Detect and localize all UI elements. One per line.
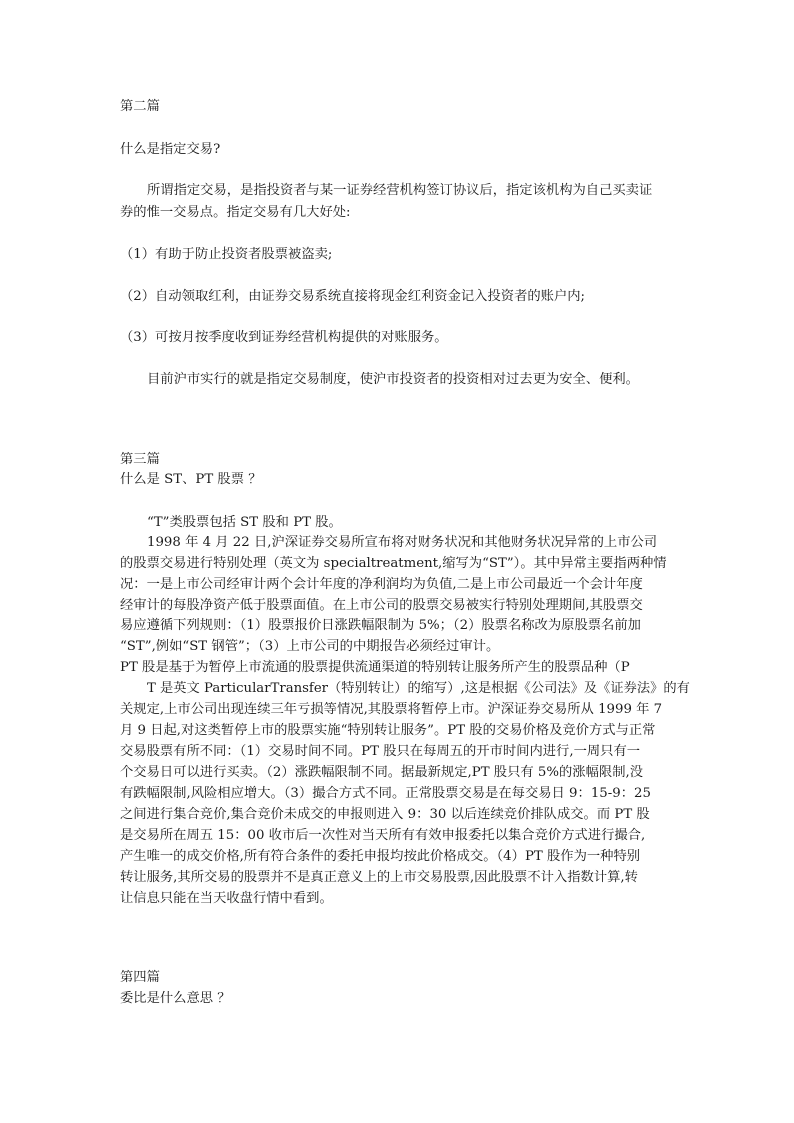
section3-line: 1998 年 4 月 22 日,沪深证券交易所宣布将对财务状况和其他财务状况异常的上市公司 — [147, 535, 658, 550]
section3-line: T 是英文 ParticularTransfer（特别转让）的缩写）,这是根据《公司法》及《证券法》的有 — [147, 681, 690, 696]
section3-line: 转让服务,其所交易的股票并不是真正意义上的上市交易股票,因此股票不计入指数计算,转 — [120, 870, 638, 885]
section3-line: “ST”,例如“ST 钢管”；（3）上市公司的中期报告必须经过审计。 — [120, 639, 500, 654]
section3-line: 经审计的每股净资产低于股票面值。在上市公司的股票交易被实行特别处理期间,其股票交 — [120, 598, 643, 613]
section3-line: 交易股票有所不同：（1）交易时间不同。PT 股只在每周五的开市时间内进行,一周只有一 — [120, 744, 641, 759]
section4-question: 委比是什么意思 ？ — [120, 991, 231, 1006]
section3-line: 况：一是上市公司经审计两个会计年度的净利润均为负值,二是上市公司最近一个会计年度 — [120, 577, 643, 592]
section2-paragraph-line: 券的惟一交易点。指定交易有几大好处: — [120, 205, 351, 220]
section3-line: 的股票交易进行特别处理（英文为 specialtreatment,缩写为“ST”）。其中异常主要指两种情 — [120, 556, 667, 571]
section3-line: 月 9 日起,对这类暂停上市的股票实施“特别转让服务”。PT 股的交易价格及竞价方式与正常 — [120, 723, 656, 738]
section3-line: “T”类股票包括 ST 股和 PT 股。 — [147, 515, 342, 530]
section3-line: 有跌幅限制,风险相应增大。（3）撮合方式不同。正常股票交易是在每交易日 9：15-9：25 — [120, 786, 651, 801]
section3-heading: 第三篇 — [120, 452, 160, 467]
section3-question: 什么是 ST、PT 股票 ？ — [120, 472, 262, 487]
section2-paragraph-line: 目前沪市实行的就是指定交易制度，使沪市投资者的投资相对过去更为安全、便利。 — [147, 372, 639, 387]
section3-line: 易应遵循下列规则：（1）股票报价日涨跌幅限制为 5%；（2）股票名称改为原股票名前加 — [120, 618, 641, 633]
section3-line: 之间进行集合竞价,集合竞价未成交的申报则进入 9：30 以后连续竞价排队成交。而 PT 股 — [120, 807, 650, 822]
section2-list-item: （2）自动领取红利，由证券交易系统直接将现金红利资金记入投资者的账户内; — [120, 289, 586, 304]
section4-heading: 第四篇 — [120, 970, 160, 985]
section3-line: 是交易所在周五 15：00 收市后一次性对当天所有有效申报委托以集合竞价方式进行撮合, — [120, 828, 646, 843]
section2-list-item: （3）可按月按季度收到证券经营机构提供的对账服务。 — [120, 330, 448, 345]
section2-paragraph-line: 所谓指定交易，是指投资者与某一证券经营机构签订协议后，指定该机构为自己买卖证 — [147, 183, 653, 198]
section3-line: 个交易日可以进行买卖。（2）涨跌幅限制不同。据最新规定,PT 股只有 5%的涨幅限制,没 — [120, 765, 644, 780]
section3-line: 让信息只能在当天收盘行情中看到。 — [120, 891, 333, 906]
section3-line: 关规定,上市公司出现连续三年亏损等情况,其股票将暂停上市。沪深证券交易所从 1999 年 7 — [120, 702, 663, 717]
section2-list-item: （1）有助于防止投资者股票被盗卖; — [120, 247, 333, 262]
section2-heading: 第二篇 — [120, 99, 160, 114]
section2-question: 什么是指定交易? — [120, 142, 221, 157]
section3-line: 产生唯一的成交价格,所有符合条件的委托申报均按此价格成交。（4）PT 股作为一种特别 — [120, 849, 641, 864]
section3-line: PT 股是基于为暂停上市流通的股票提供流通渠道的特别转让服务所产生的股票品种（P — [120, 660, 630, 675]
